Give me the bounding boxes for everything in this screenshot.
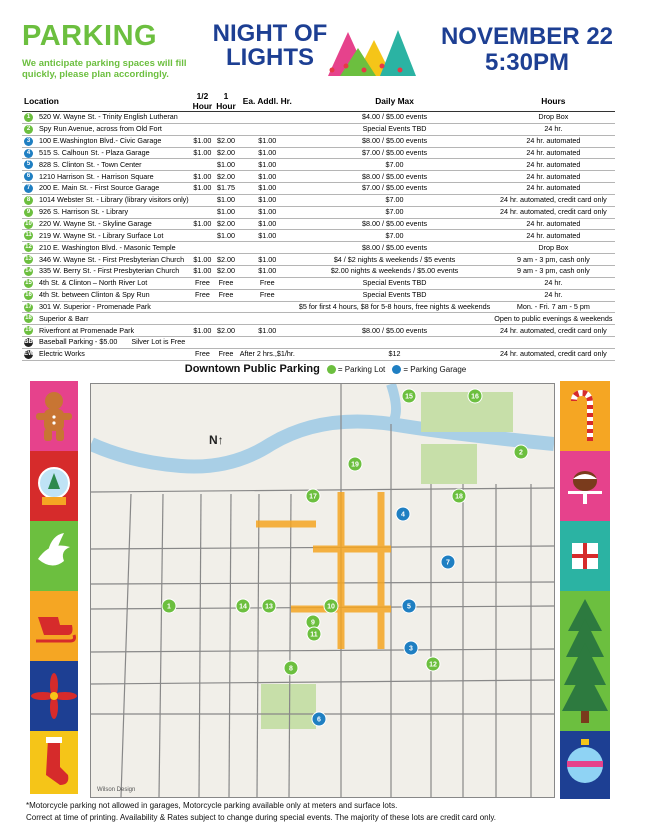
table-row: [22, 337, 615, 349]
table-row: [22, 254, 615, 266]
map-marker-label: 18: [455, 493, 463, 501]
cell-location: [22, 265, 191, 277]
cell-half: Free: [191, 348, 215, 360]
row-number-badge: 3: [24, 137, 33, 146]
table-row: [22, 325, 615, 337]
cell-max: $2.00 nights & weekends / $5.00 events: [297, 265, 492, 277]
location-text: 1210 Harrison St. - Harrison Square: [39, 171, 154, 181]
map-marker-label: 19: [351, 461, 359, 469]
cell-max: $7.00 / $5.00 events: [297, 147, 492, 159]
cell-max: $4 / $2 nights & weekends / $5 events: [297, 254, 492, 266]
cell-max: $7.00: [297, 230, 492, 242]
cell-addl: $1.00: [238, 206, 297, 218]
cell-location: [22, 171, 191, 183]
cell-half: $1.00: [191, 135, 215, 147]
cell-location: [22, 183, 191, 195]
location-text: Superior & Barr: [39, 313, 89, 323]
cell-max: $8.00 / $5.00 events: [297, 242, 492, 254]
location-text: 926 S. Harrison St. - Library: [39, 207, 129, 217]
table-row: [22, 265, 615, 277]
location-text: Spy Run Avenue, across from Old Fort: [39, 124, 162, 134]
cell-one: [214, 112, 238, 124]
snow-globe-icon: [30, 451, 78, 521]
cell-addl: [238, 123, 297, 135]
footer-notes: [26, 800, 636, 824]
cell-location: [22, 289, 191, 301]
left-decoration-column: [30, 381, 78, 794]
cell-max: [297, 313, 492, 325]
map-marker-label: 15: [405, 393, 413, 401]
cell-one: [214, 313, 238, 325]
lawton-park: [421, 392, 513, 432]
table-row: [22, 194, 615, 206]
cell-hours: 24 hr. automated: [492, 159, 614, 171]
location-text: 515 S. Calhoun St. - Plaza Garage: [39, 147, 150, 157]
cell-half: $1.00: [191, 254, 215, 266]
map-title-bar: [0, 363, 651, 375]
cell-max: $8.00 / $5.00 events: [297, 218, 492, 230]
table-row: [22, 313, 615, 325]
location-text: 200 E. Main St. - First Source Garage: [39, 183, 160, 193]
event-title: [205, 22, 335, 70]
cell-location: [22, 301, 191, 313]
cell-hours: Mon. - Fri. 7 am - 5 pm: [492, 301, 614, 313]
street-grid: [91, 384, 554, 797]
cell-one: [214, 123, 238, 135]
map-marker-label: 14: [239, 603, 247, 611]
cell-addl: [238, 313, 297, 325]
cell-half: $1.00: [191, 265, 215, 277]
tree-icon: [560, 591, 610, 731]
cell-one: $2.00: [214, 254, 238, 266]
map-marker-label: 8: [289, 665, 293, 673]
cell-max: $8.00 / $5.00 events: [297, 325, 492, 337]
cell-half: Free: [191, 277, 215, 289]
cell-one: $1.00: [214, 206, 238, 218]
location-text: 346 W. Wayne St. - First Presbyterian Church: [39, 254, 185, 264]
row-number-badge: 2: [24, 125, 33, 134]
row-number-badge: 1: [24, 113, 33, 122]
map-marker-label: 4: [401, 511, 405, 519]
parking-garage-legend-icon: [392, 365, 401, 374]
parking-rates-table: [22, 91, 615, 361]
cell-half: [191, 301, 215, 313]
location-text: 1014 Webster St. - Library (library visitors only): [39, 195, 189, 205]
cell-one: $2.00: [214, 325, 238, 337]
map-marker-label: 1: [167, 603, 171, 611]
cell-addl: $1.00: [238, 147, 297, 159]
row-number-badge: 5: [24, 160, 33, 169]
parking-subtitle: We anticipate parking spaces will fill quickly, please plan accordingly.: [22, 58, 187, 80]
table-row: [22, 123, 615, 135]
table-row: [22, 147, 615, 159]
table-row: [22, 242, 615, 254]
event-route: [256, 492, 391, 649]
table-header-row: [22, 91, 615, 112]
row-number-badge: 7: [24, 184, 33, 193]
map-marker-label: 11: [310, 631, 318, 639]
cell-hours: 24 hr. automated, credit card only: [492, 325, 614, 337]
location-text: 4th St. between Clinton & Spy Run: [39, 290, 150, 300]
table-row: [22, 301, 615, 313]
cell-addl: Free: [238, 277, 297, 289]
map-marker-label: 5: [407, 603, 411, 611]
row-number-badge: 12: [25, 244, 32, 251]
cell-max: $4.00 / $5.00 events: [297, 112, 492, 124]
table-row: [22, 289, 615, 301]
cell-location: [22, 206, 191, 218]
cell-location: [22, 254, 191, 266]
cell-half: [191, 112, 215, 124]
cell-max: $12: [297, 348, 492, 360]
cell-one: $2.00: [214, 147, 238, 159]
cell-addl: $1.00: [238, 230, 297, 242]
row-number-badge: 13: [25, 256, 32, 263]
row-number-badge: 9: [24, 208, 33, 217]
col-daily-max: Daily Max: [297, 91, 492, 112]
table-row: [22, 348, 615, 360]
cell-half: $1.00: [191, 183, 215, 195]
cell-half: [191, 230, 215, 242]
table-row: [22, 112, 615, 124]
cell-half: [191, 123, 215, 135]
row-number-badge: 18: [25, 315, 32, 322]
cell-addl: $1.00: [238, 254, 297, 266]
map-marker-label: 16: [471, 393, 479, 401]
cell-addl: $1.00: [238, 194, 297, 206]
row-number-badge: 15: [25, 279, 32, 286]
event-title-line1: NIGHT OF: [212, 20, 328, 47]
cell-location: [22, 147, 191, 159]
cell-addl: $1.00: [238, 159, 297, 171]
cell-addl: $1.00: [238, 135, 297, 147]
cell-hours: 24 hr. automated, credit card only: [492, 194, 614, 206]
map-marker-label: 2: [519, 449, 523, 457]
cell-hours: 9 am - 3 pm, cash only: [492, 254, 614, 266]
row-number-badge: 11: [25, 232, 32, 239]
col-location: Location: [22, 91, 191, 112]
parkview-field: [261, 684, 316, 729]
cell-hours: 24 hr. automated: [492, 135, 614, 147]
cell-max: $5 for first 4 hours, $8 for 5-8 hours, free nights & weekends: [298, 301, 491, 311]
cell-hours: 24 hr.: [492, 277, 614, 289]
cell-hours: 24 hr. automated, credit card only: [492, 348, 614, 360]
event-date: [420, 24, 634, 76]
cell-addl: $1.00: [238, 218, 297, 230]
cell-one: $1.00: [214, 159, 238, 171]
cell-one: $2.00: [214, 135, 238, 147]
cell-half: [191, 206, 215, 218]
downtown-map[interactable]: [90, 383, 555, 798]
col-half-hour: 1/2 Hour: [192, 91, 213, 111]
cell-half: $1.00: [191, 147, 215, 159]
table-row: [22, 171, 615, 183]
north-arrow-icon: N↑: [209, 433, 224, 447]
cell-one: [214, 301, 238, 313]
gift-icon: [560, 521, 610, 591]
cell-half: [191, 159, 215, 171]
cell-half: [191, 194, 215, 206]
gingerbread-icon: [30, 381, 78, 451]
row-number-badge: BB: [24, 339, 33, 346]
dove-icon: [30, 521, 78, 591]
table-row: [22, 135, 615, 147]
parking-lot-legend-icon: [327, 365, 336, 374]
cell-hours: 24 hr. automated: [492, 183, 614, 195]
table-row: [22, 277, 615, 289]
cell-one: Free: [214, 348, 238, 360]
cell-hours: 24 hr.: [492, 289, 614, 301]
cell-hours: 9 am - 3 pm, cash only: [492, 265, 614, 277]
ornament-icon: [560, 731, 610, 799]
cell-max: $7.00: [297, 206, 492, 218]
table-row: [22, 206, 615, 218]
row-number-badge: 19: [25, 327, 32, 334]
event-time: 5:30PM: [484, 49, 570, 76]
cell-one: $2.00: [214, 265, 238, 277]
cell-one: [214, 242, 238, 254]
cell-hours: 24 hr. automated: [492, 147, 614, 159]
row-number-badge: 6: [24, 172, 33, 181]
cell-hours: 24 hr.: [492, 123, 614, 135]
location-text: 301 W. Superior - Promenade Park: [39, 301, 151, 311]
cell-location: [22, 242, 191, 254]
cell-location: [22, 313, 191, 325]
river-branch: [391, 384, 396, 424]
event-date-line1: NOVEMBER 22: [440, 23, 614, 50]
cell-addl: [238, 112, 297, 124]
location-text: 520 W. Wayne St. - Trinity English Lutheran: [39, 112, 178, 122]
cell-half: [191, 337, 215, 349]
cell-half: Free: [191, 289, 215, 301]
col-hours: Hours: [492, 91, 614, 112]
cell-location: [22, 218, 191, 230]
cell-half: [191, 313, 215, 325]
table-row: [22, 159, 615, 171]
cell-half: $1.00: [191, 218, 215, 230]
map-marker-label: 12: [429, 661, 437, 669]
row-number-badge: 17: [25, 303, 32, 310]
cell-addl: $1.00: [238, 183, 297, 195]
cell-hours: Drop Box: [492, 242, 614, 254]
cell-one: $2.00: [214, 171, 238, 183]
row-number-badge: 14: [25, 267, 32, 274]
cell-max: $8.00 / $5.00 events: [297, 135, 492, 147]
cell-hours: 24 hr. automated: [492, 230, 614, 242]
location-text: 219 W. Wayne St. - Library Surface Lot: [39, 230, 164, 240]
cell-max: Special Events TBD: [297, 289, 492, 301]
cell-one: Free: [214, 277, 238, 289]
cell-max: Special Events TBD: [297, 277, 492, 289]
row-number-badge: 10: [25, 220, 32, 227]
location-text: 220 W. Wayne St. - Skyline Garage: [39, 219, 152, 229]
location-text: Riverfront at Promenade Park: [39, 325, 135, 335]
cell-addl: $1.00: [238, 171, 297, 183]
cell-hours: 24 hr. automated: [492, 171, 614, 183]
location-text: 100 E.Washington Blvd.- Civic Garage: [39, 136, 162, 146]
cell-half: $1.00: [191, 325, 215, 337]
cell-location: [22, 194, 191, 206]
poinsettia-icon: [30, 661, 78, 731]
footer-line1: *Motorcycle parking not allowed in garages, Motorcycle parking available only at meters and surface lots.: [26, 801, 398, 810]
cell-hours: [492, 337, 614, 349]
cell-addl: $1.00: [238, 265, 297, 277]
col-addl-hour: Ea. Addl. Hr.: [238, 91, 297, 112]
map-graphic: [91, 384, 554, 797]
parking-title: PARKING: [22, 20, 158, 52]
legend-lot-label: = Parking Lot: [337, 365, 386, 374]
col-one-hour: 1 Hour: [216, 91, 236, 111]
cell-one: $1.75: [214, 183, 238, 195]
cell-location: [22, 135, 191, 147]
cell-location: [22, 112, 191, 124]
cell-location: [22, 230, 191, 242]
location-text: 4th St. & Clinton – North River Lot: [39, 278, 148, 288]
cell-max: [297, 337, 492, 349]
location-text: 828 S. Clinton St. - Town Center: [39, 159, 142, 169]
headwaters-park: [421, 444, 477, 484]
cell-location: [22, 325, 191, 337]
map-marker-label: 7: [446, 559, 450, 567]
cell-one: $1.00: [214, 194, 238, 206]
footer-line2: Correct at time of printing. Availability & Rates subject to change during special events. The majority of these lots are credit card only.: [26, 813, 497, 822]
cake-stand-icon: [560, 451, 610, 521]
location-extra-text: Silver Lot is Free: [131, 337, 186, 347]
header: [0, 0, 651, 90]
cell-max: $7.00 / $5.00 events: [297, 183, 492, 195]
map-title-overlay: Wilson Design: [97, 787, 136, 793]
cell-addl: $1.00: [238, 325, 297, 337]
table-row: [22, 218, 615, 230]
cell-addl: After 2 hrs.,$1/hr.: [239, 349, 295, 359]
map-marker-label: 17: [309, 493, 317, 501]
location-text: Baseball Parking - $5.00: [39, 337, 118, 347]
cell-hours: 24 hr. automated, credit card only: [492, 206, 614, 218]
row-number-badge: 16: [25, 291, 32, 298]
map-marker-label: 9: [311, 619, 315, 627]
stocking-icon: [30, 731, 78, 794]
table-row: [22, 183, 615, 195]
cell-max: $7.00: [297, 159, 492, 171]
cell-addl: [238, 242, 297, 254]
map-marker-label: 6: [317, 716, 321, 724]
cell-location: [22, 337, 191, 349]
location-text: 210 E. Washington Blvd. - Masonic Temple: [39, 242, 176, 252]
map-title: Downtown Public Parking: [184, 363, 320, 375]
cell-half: $1.00: [191, 171, 215, 183]
cell-one: Free: [214, 289, 238, 301]
cell-location: [22, 277, 191, 289]
cell-max: Special Events TBD: [297, 123, 492, 135]
location-text: Electric Works: [39, 349, 85, 359]
cell-max: $7.00: [297, 194, 492, 206]
cell-one: $2.00: [214, 218, 238, 230]
location-text: 335 W. Berry St. - First Presbyterian Church: [39, 266, 180, 276]
legend-garage-label: = Parking Garage: [403, 365, 467, 374]
cell-hours: Drop Box: [492, 112, 614, 124]
map-marker-label: 13: [265, 603, 273, 611]
cell-hours: 24 hr. automated: [492, 218, 614, 230]
row-number-badge: EW: [24, 350, 34, 357]
cell-hours: Open to public evenings & weekends: [494, 313, 613, 323]
cell-half: [191, 242, 215, 254]
row-number-badge: 8: [24, 196, 33, 205]
map-marker-label: 10: [327, 603, 335, 611]
sleigh-icon: [30, 591, 78, 661]
cell-location: [22, 159, 191, 171]
table-row: [22, 230, 615, 242]
row-number-badge: 4: [24, 149, 33, 158]
cell-addl: [238, 337, 297, 349]
christmas-trees-icon: [318, 26, 418, 82]
cell-one: [214, 337, 238, 349]
cell-location: [22, 348, 191, 360]
cell-addl: Free: [238, 289, 297, 301]
map-marker-label: 3: [409, 645, 413, 653]
candy-cane-icon: [560, 381, 610, 451]
cell-addl: [238, 301, 297, 313]
right-decoration-column: [560, 381, 610, 799]
cell-one: $1.00: [214, 230, 238, 242]
cell-location: [22, 123, 191, 135]
event-title-line2: LIGHTS: [226, 44, 314, 71]
cell-max: $8.00 / $5.00 events: [297, 171, 492, 183]
